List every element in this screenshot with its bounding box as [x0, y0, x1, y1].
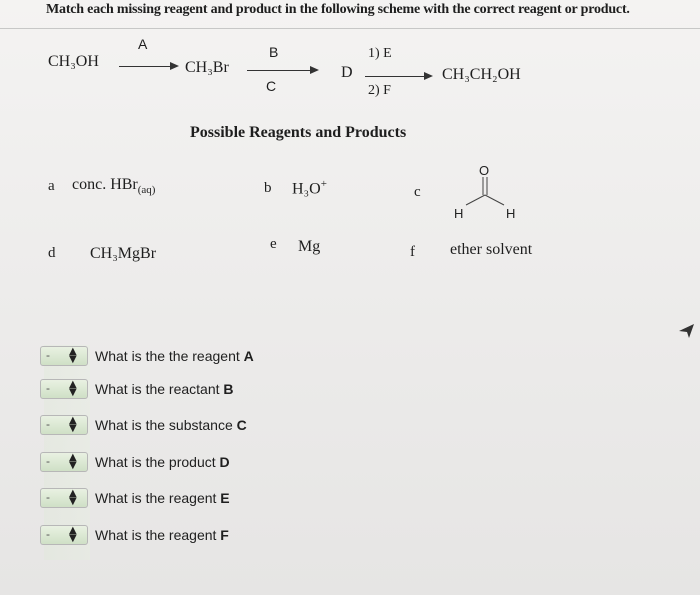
arrow-step2 [247, 70, 317, 71]
intermediate-1: CH₃Br [185, 59, 229, 76]
atom-o: O [479, 163, 490, 178]
question-row [40, 378, 234, 400]
answer-select-f[interactable]: - ▲ ▼ [40, 525, 88, 545]
step1-label: A [138, 36, 148, 52]
option-c-formaldehyde-structure [450, 160, 520, 226]
option-e-letter: e [270, 236, 277, 252]
atom-h-right: H [506, 206, 516, 221]
option-d-text: CH₃MgBr [90, 245, 157, 262]
answer-select-b[interactable]: - ▲ ▼ [40, 379, 88, 399]
start-material: CH₃OH [48, 53, 99, 70]
question-row [40, 524, 229, 546]
option-c-letter: c [414, 184, 421, 200]
question-row [40, 487, 230, 509]
step2-top-label: B [269, 44, 279, 60]
question-text-f: What is the reagent F [95, 527, 229, 543]
select-arrows-icon: ▲ ▼ [69, 488, 77, 507]
option-b-text: H₃O+ [292, 178, 327, 198]
question-text-d: What is the product D [95, 454, 230, 470]
question-text-e: What is the reagent E [95, 490, 230, 506]
answer-select-c[interactable]: - ▲ ▼ [40, 415, 88, 435]
select-arrows-icon: ▲ ▼ [69, 346, 77, 365]
answer-select-a[interactable]: - ▲ ▼ [40, 346, 88, 366]
instruction-text: Match each missing reagent and product in the following scheme with the correct reagent or product. [46, 2, 630, 17]
option-f-letter: f [410, 244, 415, 260]
option-e-text: Mg [298, 238, 321, 255]
question-text-c: What is the substance C [95, 417, 247, 433]
option-d-letter: d [48, 245, 56, 261]
intermediate-2: D [341, 64, 353, 81]
option-a-letter: a [48, 178, 55, 194]
question-text-a: What is the the reagent A [95, 348, 254, 364]
section-title: Possible Reagents and Products [190, 124, 407, 141]
question-row [40, 345, 254, 367]
top-divider [0, 28, 700, 29]
question-row [40, 414, 247, 436]
arrow-step1 [119, 66, 177, 67]
answer-select-d[interactable]: - ▲ ▼ [40, 452, 88, 472]
answer-select-e[interactable]: - ▲ ▼ [40, 488, 88, 508]
step3-top-label: 1) E [368, 46, 392, 61]
select-arrows-icon: ▲ ▼ [69, 415, 77, 434]
select-arrows-icon: ▲ ▼ [69, 525, 77, 544]
option-b-letter: b [264, 180, 272, 196]
option-f-text: ether solvent [450, 241, 533, 258]
atom-h-left: H [454, 206, 464, 221]
question-row [40, 451, 230, 473]
step3-bottom-label: 2) F [368, 83, 391, 98]
option-a-text: conc. HBr$_{(aq)}$ [72, 176, 156, 197]
select-arrows-icon: ▲ ▼ [69, 452, 77, 471]
question-text-b: What is the reactant B [95, 381, 234, 397]
arrow-step3 [365, 76, 431, 77]
step2-bottom-label: C [266, 78, 277, 94]
cursor-icon [678, 322, 696, 340]
final-product: CH₃CH₂OH [442, 66, 521, 83]
select-arrows-icon: ▲ ▼ [69, 379, 77, 398]
